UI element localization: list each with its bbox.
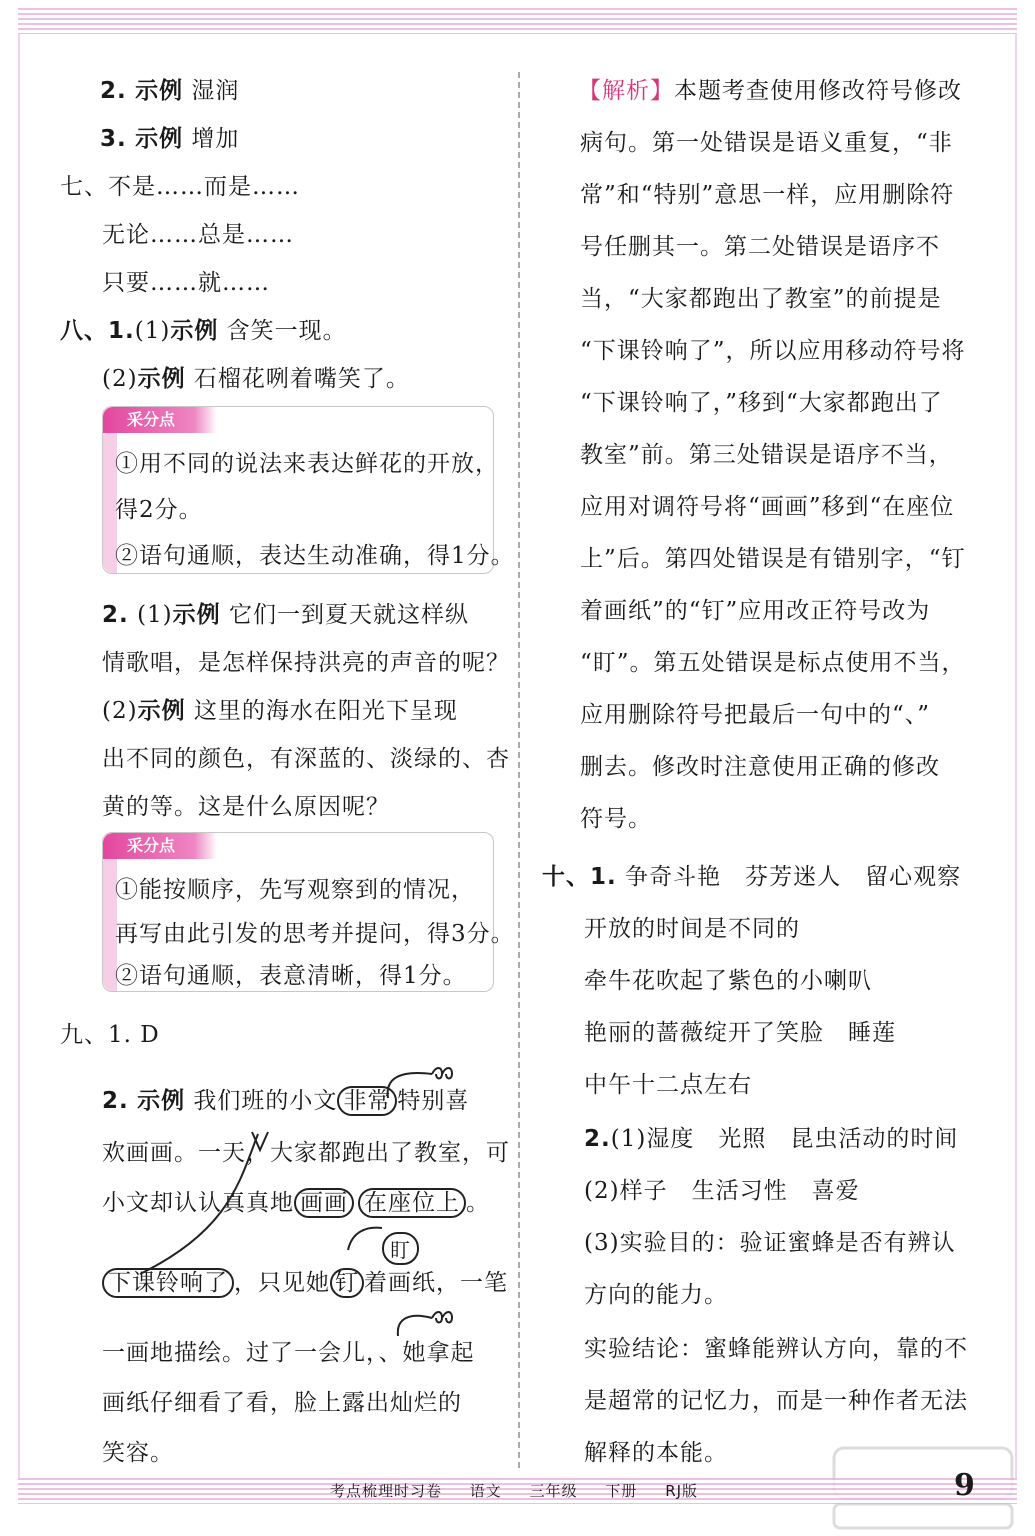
circled-word: 非常 [337,1086,397,1116]
scoring-tag: 采分点 [103,833,217,859]
analysis-line: 病句。第一处错误是语义重复，“非 [580,130,953,156]
top-decorative-border [18,8,1017,34]
answer-line: 解释的本能。 [584,1440,728,1466]
analysis-line: 删去。修改时注意使用正确的修改 [580,754,940,780]
analysis-line: 教室”前。第三处错误是语序不当， [580,442,953,468]
analysis-line: “下课铃响了，”移到“大家都跑出了 [580,390,943,416]
footer-title: 考点梳理时习卷 [330,1482,443,1500]
answer-line: (2)示例 这里的海水在阳光下呈现 [102,698,458,724]
answer-line: 十、1. 争奇斗艳 芬芳迷人 留心观察 [542,864,962,890]
scoring-line: ②语句通顺，表意清晰，得1分。 [115,963,467,989]
answer-line: 实验结论：蜜蜂能辨认方向，靠的不 [584,1336,968,1362]
footer-volume: 下册 [605,1482,638,1500]
answer-line: 3. 示例 增加 [100,126,240,152]
answer-line: 中午十二点左右 [584,1072,752,1098]
answer-line: 情歌唱，是怎样保持洪亮的声音的呢？ [102,650,510,676]
answer-line: 黄的等。这是什么原因呢？ [102,794,390,820]
analysis-line: “盯”。第五处错误是标点使用不当， [580,650,966,676]
analysis-line: 【解析】本题考查使用修改符号修改 [578,78,962,104]
answer-line: (2)示例 石榴花咧着嘴笑了。 [102,366,410,392]
footer [330,1480,720,1501]
answer-line: 八、1.(1)示例 含笑一现。 [60,318,347,344]
analysis-line: “下课铃响了”，所以应用移动符号将 [580,338,966,364]
analysis-line: 上”后。第四处错误是有错别字，“钉 [580,546,966,572]
answer-line: (2)样子 生活习性 喜爱 [584,1178,860,1204]
answer-line: 七、不是……而是…… [60,174,300,200]
answer-line: 是超常的记忆力，而是一种作者无法 [584,1388,968,1414]
scoring-points-box [102,832,515,992]
scoring-line: ①能按顺序，先写观察到的情况， [115,877,475,903]
analysis-line: 符号。 [580,806,652,832]
circled-word: 下课铃响了 [102,1268,234,1298]
scoring-line: 得2分。 [115,497,203,523]
answer-line: 2.(1)湿度 光照 昆虫活动的时间 [584,1126,959,1152]
answer-line: 开放的时间是不同的 [584,916,800,942]
answer-line: 一画地描绘。过了一会儿，、她拿起 [102,1340,475,1366]
page-number: 9 [954,1468,975,1503]
footer-subject: 语文 [469,1482,502,1500]
answer-line: 2. 示例 我们班的小文 非常 特别喜 [102,1088,470,1114]
analysis-tag: 【解析】 [578,78,674,104]
circled-word: 画画 [294,1188,354,1218]
answer-line: 笑容。 [102,1440,174,1466]
answer-line: 2. 示例 湿润 [100,78,240,104]
answer-line: 只要……就…… [102,270,270,296]
answer-line: 画纸仔细看了看，脸上露出灿烂的 [102,1390,462,1416]
footer-edition: RJ版 [665,1482,699,1500]
scoring-line: ①用不同的说法来表达鲜花的开放， [115,451,499,477]
answer-line: 欢画画。一天，大家都跑出了教室，可 [102,1140,510,1166]
answer-line: 牵牛花吹起了紫色的小喇叭 [584,968,872,994]
correction-character: 盯 [382,1232,419,1265]
answer-line: 艳丽的蔷薇绽开了笑脸 睡莲 [584,1020,896,1046]
answer-line: 出不同的颜色，有深蓝的、淡绿的、杏 [102,746,510,772]
analysis-line: 常”和“特别”意思一样，应用删除符 [580,182,955,208]
analysis-line: 当，“大家都跑出了教室”的前提是 [580,286,942,312]
circled-word: 钉 [330,1268,364,1298]
answer-line: (3)实验目的：验证蜜蜂是否有辨认 [584,1230,956,1256]
answer-line: 方向的能力。 [584,1282,728,1308]
answer-line: 下课铃响了 ，只见她 钉 着画纸，一笔 [102,1264,508,1297]
answer-line: 2. (1)示例 它们一到夏天就这样纵 [102,602,469,628]
scoring-line: ②语句通顺，表达生动准确，得1分。 [115,543,515,569]
analysis-line: 号任删其一。第二处错误是语序不 [580,234,940,260]
scoring-points-box [102,406,515,574]
scoring-line: 再写由此引发的思考并提问，得3分。 [115,921,515,947]
analysis-line: 应用对调符号将“画画”移到“在座位 [580,494,955,520]
answer-line: 小文却认认真真地 画画 在座位上 。 [102,1190,490,1216]
analysis-line: 着画纸”的“钉”应用改正符号改为 [580,598,931,624]
analysis-line: 应用删除符号把最后一句中的“、” [580,702,931,728]
answer-line: 无论……总是…… [102,222,294,248]
circled-word: 在座位上 [358,1188,466,1218]
footer-grade: 三年级 [529,1482,578,1500]
scoring-tag: 采分点 [103,407,217,433]
column-divider [518,72,520,1468]
answer-line: 九、1. D [60,1022,160,1048]
